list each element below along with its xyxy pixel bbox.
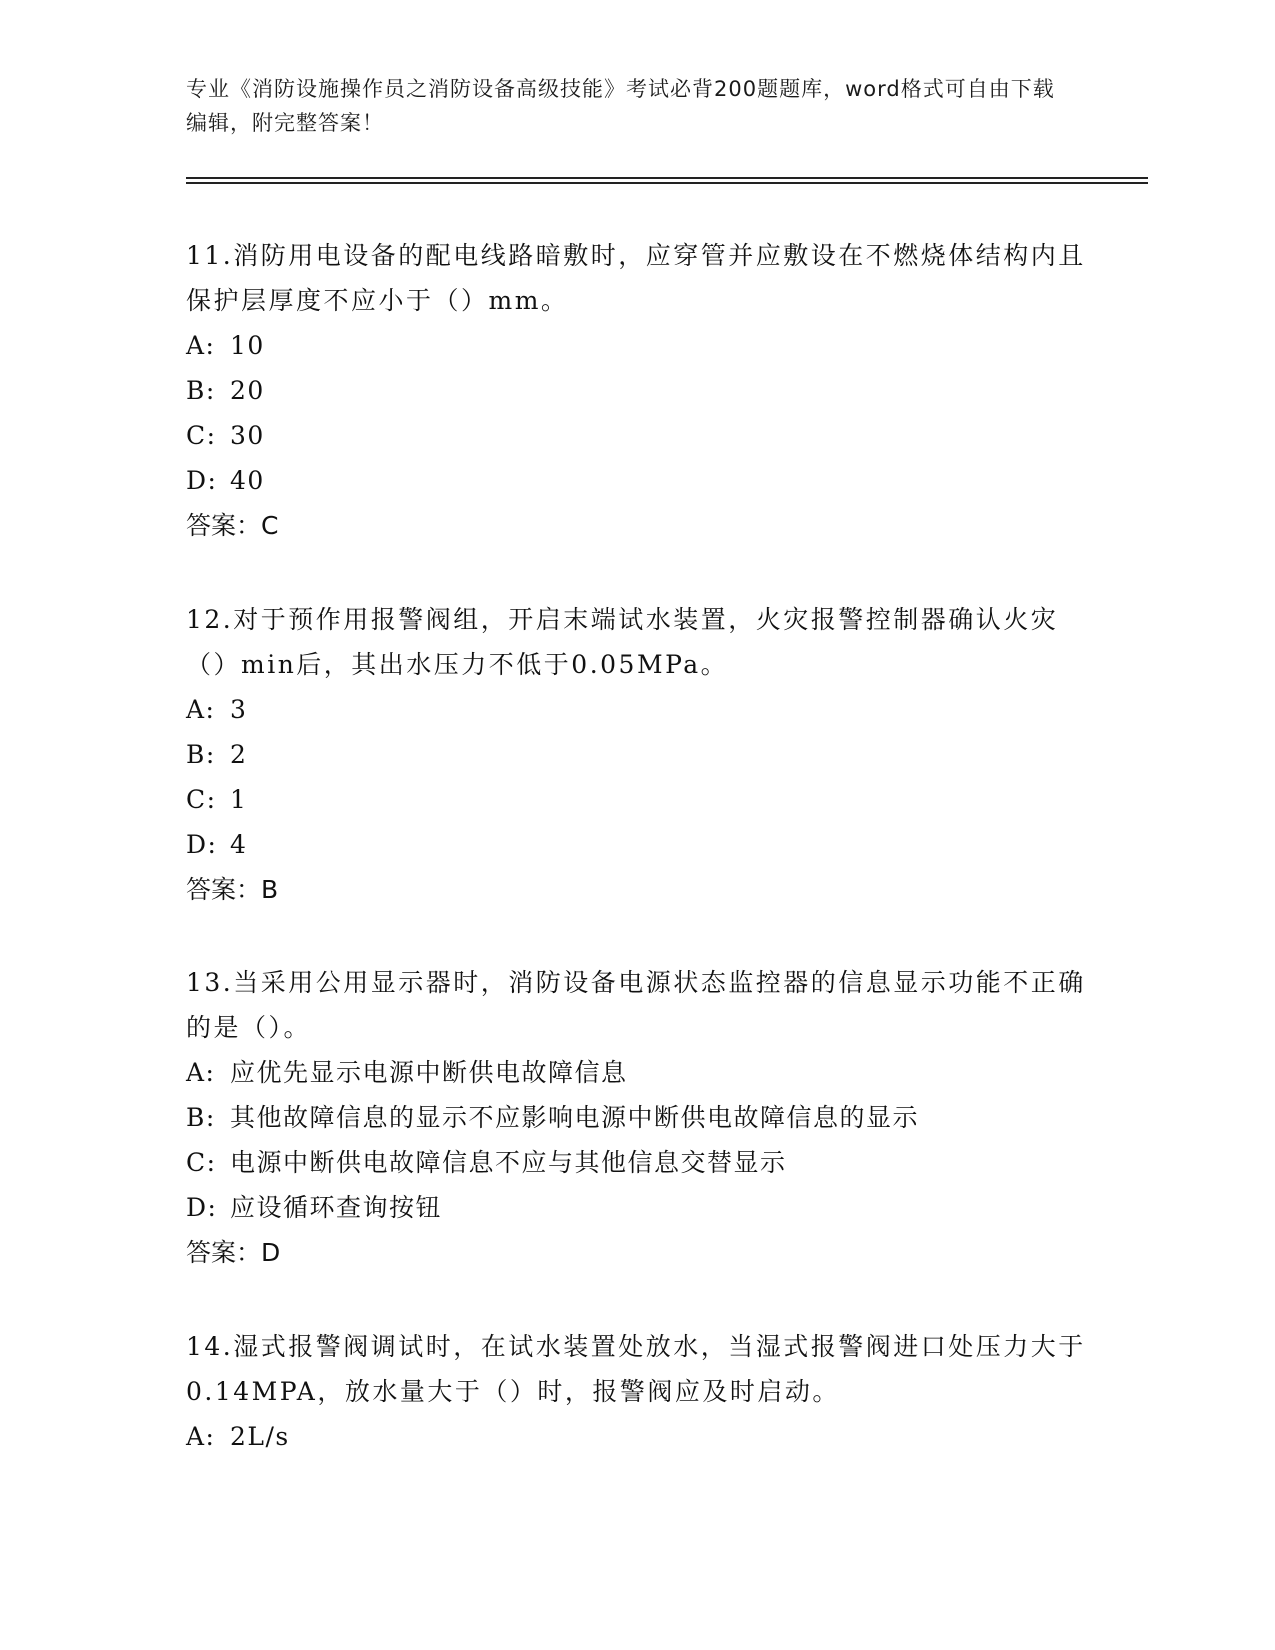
question-11 — [186, 233, 1086, 548]
option-text: 40 — [230, 466, 265, 495]
option-text: 其他故障信息的显示不应影响电源中断供电故障信息的显示 — [230, 1103, 920, 1132]
option-d — [186, 822, 1086, 867]
option-letter: C: — [186, 785, 217, 814]
option-text: 20 — [230, 376, 265, 405]
header-divider-bottom — [186, 182, 1148, 184]
option-c — [186, 777, 1086, 822]
option-text: 应设循环查询按钮 — [230, 1193, 443, 1222]
question-text: 13.当采用公用显示器时，消防设备电源状态监控器的信息显示功能不正确的是（）。 — [186, 968, 1086, 1042]
header-divider-top — [186, 177, 1148, 179]
option-letter: A: — [186, 695, 216, 724]
question-text: 12.对于预作用报警阀组，开启末端试水装置，火灾报警控制器确认火灾（）min后，其出水压力不低于0.05MPa。 — [186, 605, 1059, 679]
option-letter: C: — [186, 421, 217, 450]
option-b — [186, 1095, 1086, 1140]
question-13 — [186, 960, 1086, 1275]
option-a — [186, 1414, 1086, 1459]
option-text: 应优先显示电源中断供电故障信息 — [230, 1058, 628, 1087]
option-letter: A: — [186, 331, 216, 360]
option-letter: A: — [186, 1058, 216, 1087]
answer-label: 答案：B — [186, 875, 279, 904]
option-text: 1 — [230, 785, 248, 814]
question-12 — [186, 597, 1086, 912]
option-letter: A: — [186, 1422, 216, 1451]
option-letter: D: — [186, 466, 218, 495]
option-a — [186, 1050, 1086, 1095]
option-c — [186, 413, 1086, 458]
question-text: 11.消防用电设备的配电线路暗敷时，应穿管并应敷设在不燃烧体结构内且保护层厚度不应小于（）mm。 — [186, 241, 1086, 315]
question-14 — [186, 1324, 1086, 1459]
option-letter: B: — [186, 1103, 216, 1132]
option-text: 2 — [230, 740, 248, 769]
option-text: 电源中断供电故障信息不应与其他信息交替显示 — [230, 1148, 787, 1177]
option-letter: B: — [186, 376, 216, 405]
option-text: 2L/s — [230, 1422, 290, 1451]
option-a — [186, 323, 1086, 368]
question-text: 14.湿式报警阀调试时，在试水装置处放水，当湿式报警阀进口处压力大于0.14MPA，放水量大于（）时，报警阀应及时启动。 — [186, 1332, 1086, 1406]
option-b — [186, 368, 1086, 413]
document-header — [186, 72, 1066, 140]
option-letter: C: — [186, 1148, 217, 1177]
option-letter: B: — [186, 740, 216, 769]
option-letter: D: — [186, 1193, 218, 1222]
option-text: 4 — [230, 830, 248, 859]
header-text: 专业《消防设施操作员之消防设备高级技能》考试必背200题题库，word格式可自由下载编辑，附完整答案！ — [186, 77, 1055, 135]
option-text: 3 — [230, 695, 248, 724]
answer-label: 答案：D — [186, 1238, 281, 1267]
option-a — [186, 687, 1086, 732]
option-letter: D: — [186, 830, 218, 859]
option-text: 30 — [230, 421, 265, 450]
answer-label: 答案：C — [186, 511, 279, 540]
option-d — [186, 458, 1086, 503]
option-text: 10 — [230, 331, 265, 360]
option-c — [186, 1140, 1086, 1185]
option-b — [186, 732, 1086, 777]
option-d — [186, 1185, 1086, 1230]
